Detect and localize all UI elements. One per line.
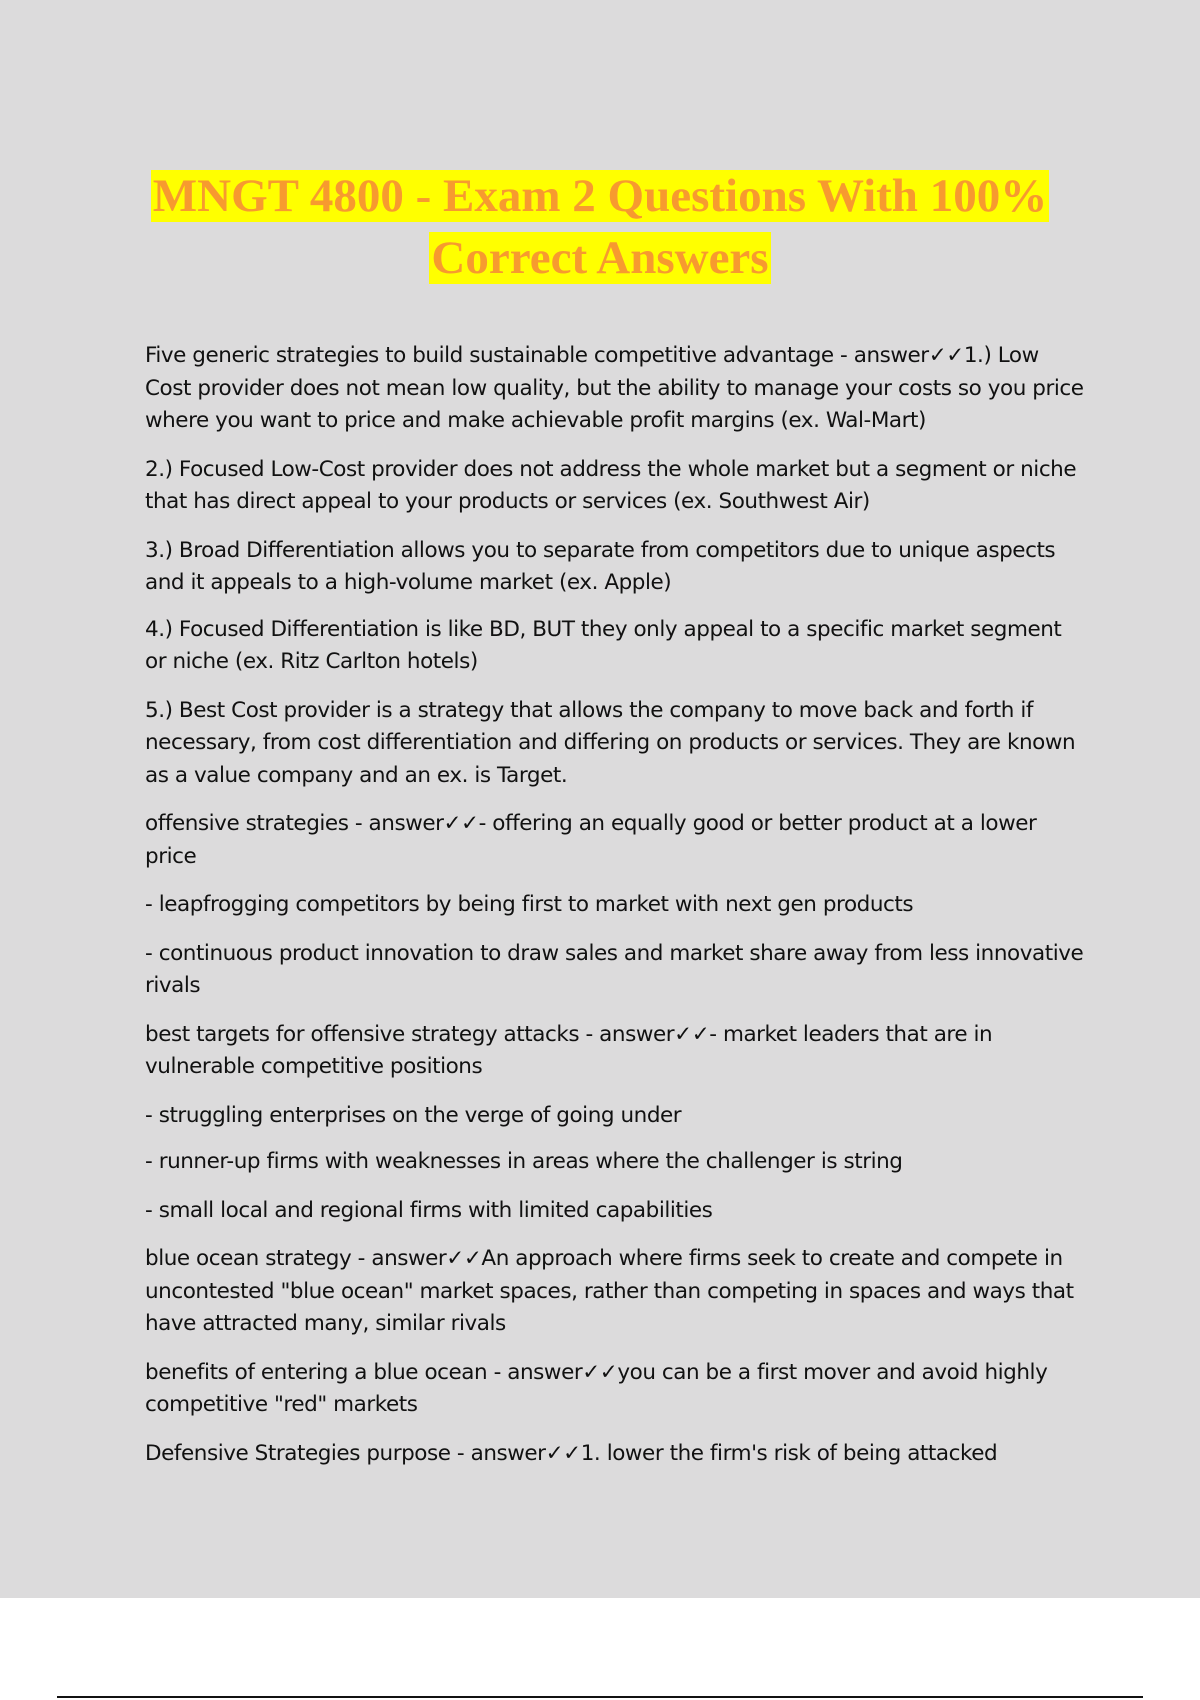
- paragraph: - runner-up firms with weaknesses in areas where the challenger is string: [145, 1149, 903, 1174]
- paragraph: blue ocean strategy - answer✓✓An approach where firms seek to create and compete in uncontested "blue ocean" market spaces, rather than competing in spaces and ways that have attracted many, similar rivals: [145, 1246, 1074, 1336]
- title-line-1: MNGT 4800 - Exam 2 Questions With 100%: [152, 170, 1048, 222]
- paragraph: 4.) Focused Differentiation is like BD, BUT they only appeal to a specific market segment or niche (ex. Ritz Carlton hotels): [145, 616, 1062, 674]
- paragraph: 2.) Focused Low-Cost provider does not address the whole market but a segment or niche that has direct appeal to your products or services (ex. Southwest Air): [145, 456, 1077, 514]
- paragraph: 5.) Best Cost provider is a strategy that allows the company to move back and forth if necessary, from cost differentiation and differing on products or services. They are known as a value company and an ex. is Target.: [145, 697, 1076, 788]
- title-line-2: Correct Answers: [431, 232, 769, 284]
- paragraph: - leapfrogging competitors by being first to market with next gen products: [145, 892, 914, 917]
- paragraph: 3.) Broad Differentiation allows you to separate from competitors due to unique aspects and it appeals to a high-volume market (ex. Apple): [145, 537, 1056, 595]
- footer-divider: [57, 1696, 1143, 1698]
- paragraph: Five generic strategies to build sustainable competitive advantage - answer✓✓1.) Low Cost provider does not mean low quality, but the ability to manage your costs so you price where you want to price and make achievable profit margins (ex. Wal-Mart): [145, 343, 1084, 433]
- paragraph: - continuous product innovation to draw sales and market share away from less innovative rivals: [145, 940, 1084, 998]
- document-title: [100, 165, 1100, 289]
- paragraph: - struggling enterprises on the verge of going under: [145, 1102, 682, 1128]
- paragraph: - small local and regional firms with limited capabilities: [145, 1197, 713, 1223]
- paragraph: best targets for offensive strategy attacks - answer✓✓- market leaders that are in vulnerable competitive positions: [145, 1021, 993, 1079]
- paragraph: Defensive Strategies purpose - answer✓✓1. lower the firm's risk of being attacked: [145, 1440, 998, 1466]
- paragraph: benefits of entering a blue ocean - answer✓✓you can be a first mover and avoid highly competitive "red" markets: [145, 1359, 1048, 1417]
- document-body: [145, 340, 1085, 1486]
- paragraph: offensive strategies - answer✓✓- offering an equally good or better product at a lower price: [145, 811, 1037, 869]
